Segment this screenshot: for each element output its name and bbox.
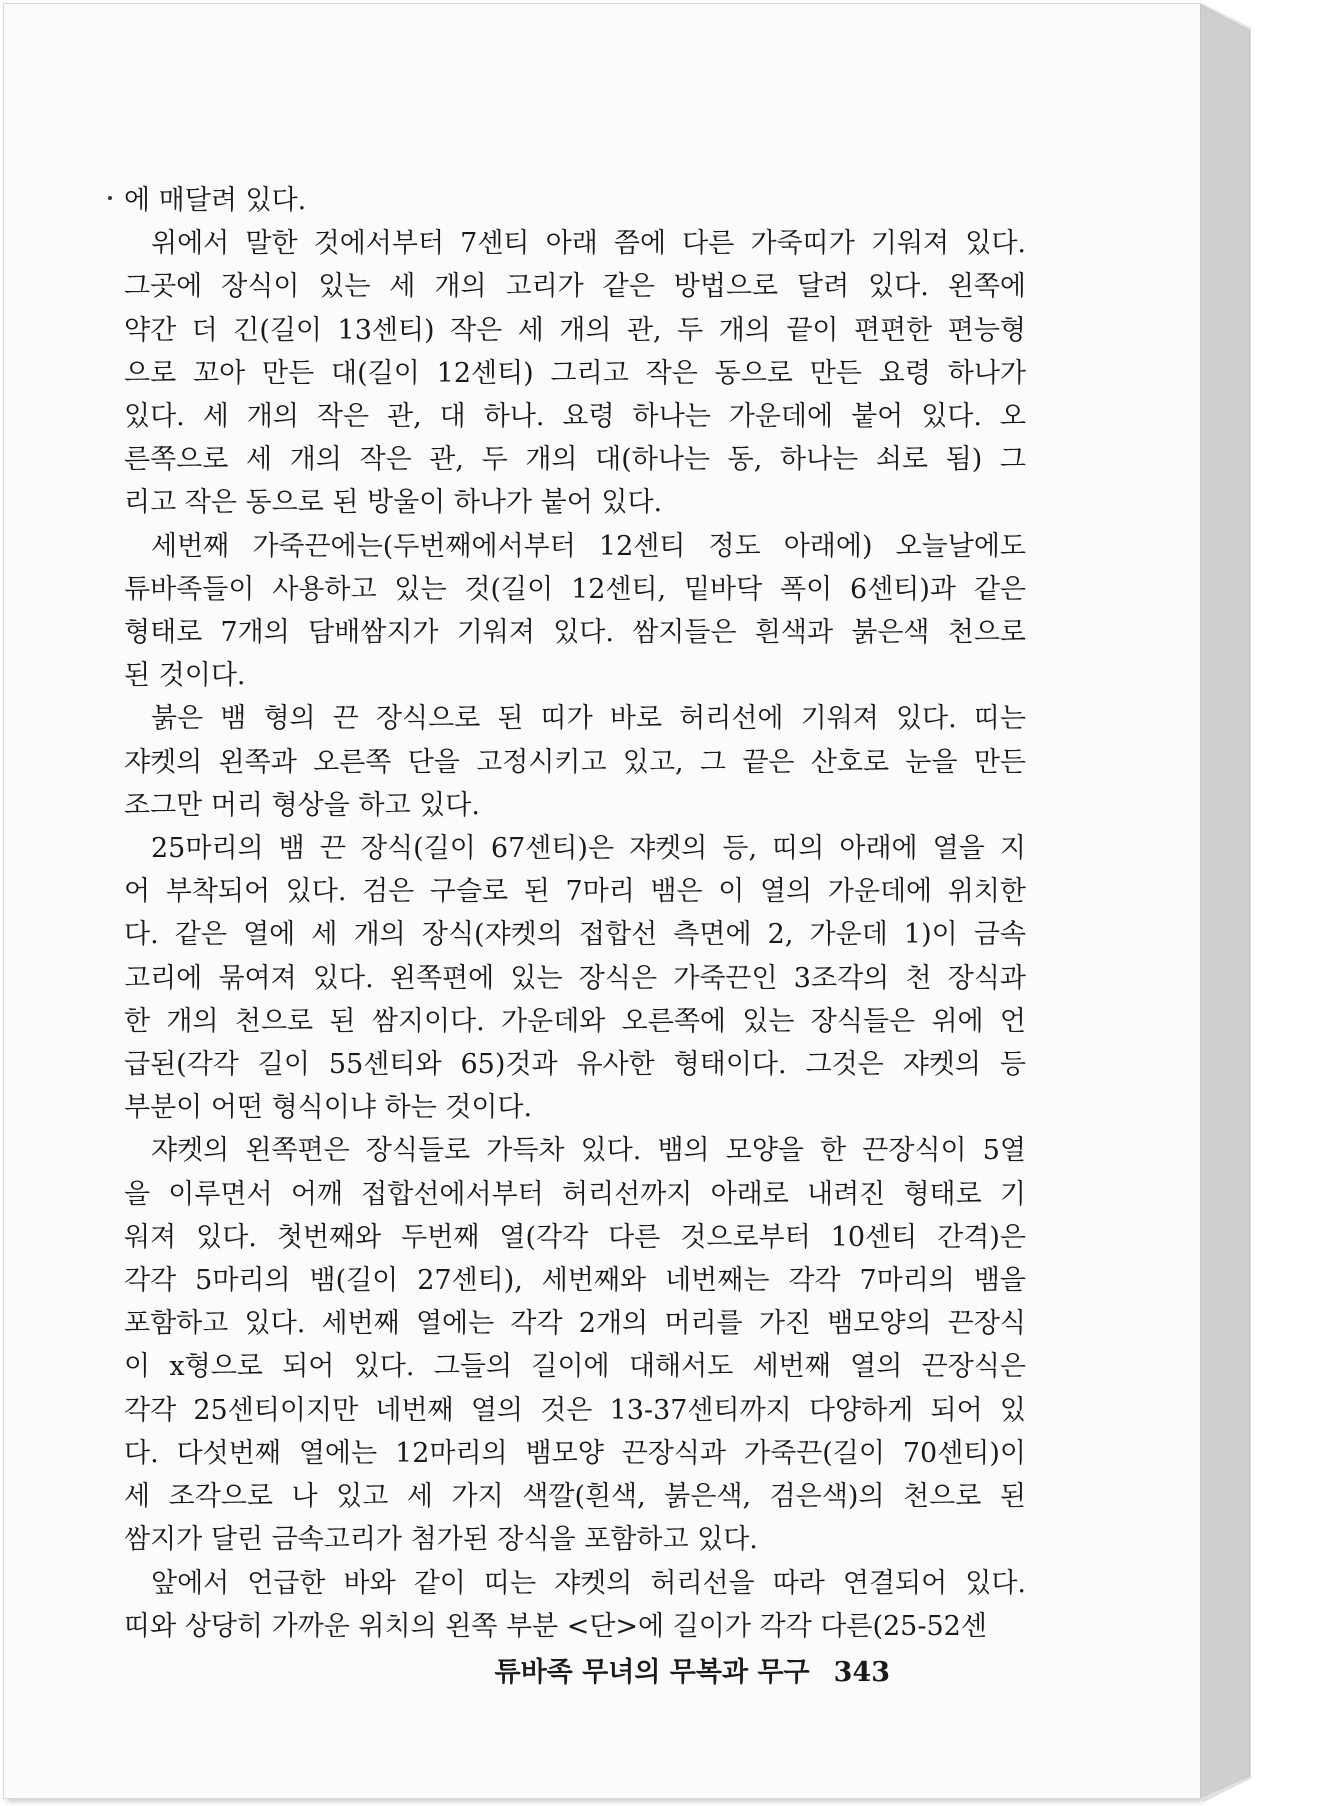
text-line: 붉은 뱀 형의 끈 장식으로 된 띠가 바로 허리선에 기워져 있다. 띠는 <box>151 703 1026 735</box>
book-page <box>4 4 1200 1798</box>
text-line: 쟈켓의 왼쪽편은 장식들로 가득차 있다. 뱀의 모양을 한 끈장식이 5열 <box>151 1135 1026 1167</box>
text-line: 그곳에 장식이 있는 세 개의 고리가 같은 방법으로 달려 있다. 왼쪽에 <box>124 271 1026 303</box>
text-line: 세번째 가죽끈에는(두번째에서부터 12센티 정도 아래에) 오늘날에도 <box>151 530 1026 562</box>
text-line: 앞에서 언급한 바와 같이 띠는 쟈켓의 허리선을 따라 연결되어 있다. <box>151 1567 1026 1599</box>
text-line: 포함하고 있다. 세번째 열에는 각각 2개의 머리를 가진 뱀모양의 끈장식 <box>124 1308 1026 1340</box>
text-line: 각각 5마리의 뱀(길이 27센티), 세번째와 네번째는 각각 7마리의 뱀을 <box>124 1265 1026 1297</box>
text-line: 이 x형으로 되어 있다. 그들의 길이에 대해서도 세번째 열의 끈장식은 <box>124 1351 1026 1383</box>
text-line: 다. 같은 열에 세 개의 장식(쟈켓의 접합선 측면에 2, 가운데 1)이 금속 <box>124 919 1026 951</box>
text-line: 된 것이다. <box>124 660 246 692</box>
text-line: 으로 꼬아 만든 대(길이 12센티) 그리고 작은 동으로 만든 요령 하나가 <box>124 357 1026 389</box>
text-line: 각각 25센티이지만 네번째 열의 것은 13-37센티까지 다양하게 되어 있 <box>124 1394 1026 1426</box>
text-line: 부분이 어떤 형식이냐 하는 것이다. <box>124 1092 533 1124</box>
paragraph <box>124 1129 1026 1561</box>
page-number: 343 <box>833 1657 890 1688</box>
text-line: 한 개의 천으로 된 쌈지이다. 가운데와 오른쪽에 있는 장식들은 위에 언 <box>124 1005 1026 1037</box>
body-text <box>124 179 1026 1648</box>
ink-speck <box>108 196 112 200</box>
text-line: 쟈켓의 왼쪽과 오른쪽 단을 고정시키고 있고, 그 끝은 산호로 눈을 만든 <box>124 746 1026 778</box>
text-line: 다. 다섯번째 열에는 12마리의 뱀모양 끈장식과 가죽끈(길이 70센티)이 <box>124 1437 1026 1469</box>
text-line: 조그만 머리 형상을 하고 있다. <box>124 789 480 821</box>
paragraph <box>124 1562 1026 1648</box>
text-line: 형태로 7개의 담배쌈지가 기워져 있다. 쌈지들은 흰색과 붉은색 천으로 <box>124 617 1026 649</box>
text-line: 쌈지가 달린 금속고리가 첨가된 장식을 포함하고 있다. <box>124 1524 758 1556</box>
text-line: 급된(각각 길이 55센티와 65)것과 유사한 형태이다. 그것은 쟈켓의 등 <box>124 1049 1026 1081</box>
text-line: 고리에 묶여져 있다. 왼쪽편에 있는 장식은 가죽끈인 3조각의 천 장식과 <box>124 962 1026 994</box>
paragraph <box>124 179 1026 222</box>
text-line: 약간 더 긴(길이 13센티) 작은 세 개의 관, 두 개의 끝이 편편한 편능형 <box>124 314 1026 346</box>
text-line: 튜바족들이 사용하고 있는 것(길이 12센티, 밑바닥 폭이 6센티)과 같은 <box>124 573 1026 605</box>
text-line: 위에서 말한 것에서부터 7센티 아래 쯤에 다른 가죽띠가 기워져 있다. <box>151 228 1026 260</box>
text-line: 세 조각으로 나 있고 세 가지 색깔(흰색, 붉은색, 검은색)의 천으로 된 <box>124 1481 1026 1513</box>
paragraph <box>124 697 1026 827</box>
paragraph <box>124 525 1026 698</box>
text-line: 른쪽으로 세 개의 작은 관, 두 개의 대(하나는 동, 하나는 쇠로 됨) 그 <box>124 444 1026 476</box>
text-line: 25마리의 뱀 끈 장식(길이 67센티)은 쟈켓의 등, 띠의 아래에 열을 지 <box>151 833 1026 865</box>
text-line: 띠와 상당히 가까운 위치의 왼쪽 부분 <단>에 길이가 각각 다른(25-52센 <box>124 1610 987 1642</box>
text-line: 어 부착되어 있다. 검은 구슬로 된 7마리 뱀은 이 열의 가운데에 위치한 <box>124 876 1026 908</box>
text-line: 을 이루면서 어깨 접합선에서부터 허리선까지 아래로 내려진 형태로 기 <box>124 1178 1026 1210</box>
paragraph <box>124 827 1026 1129</box>
page-edge-shape <box>1200 4 1326 1802</box>
text-line: 리고 작은 동으로 된 방울이 하나가 붙어 있다. <box>124 487 663 519</box>
running-footer <box>495 1650 890 1689</box>
text-line: 에 매달려 있다. <box>124 185 307 216</box>
footer-title: 튜바족 무녀의 무복과 무구 <box>494 1657 810 1688</box>
paragraph <box>124 222 1026 524</box>
text-line: 있다. 세 개의 작은 관, 대 하나. 요령 하나는 가운데에 붙어 있다. 오 <box>124 401 1026 433</box>
text-line: 워져 있다. 첫번째와 두번째 열(각각 다른 것으로부터 10센티 간격)은 <box>124 1221 1026 1253</box>
